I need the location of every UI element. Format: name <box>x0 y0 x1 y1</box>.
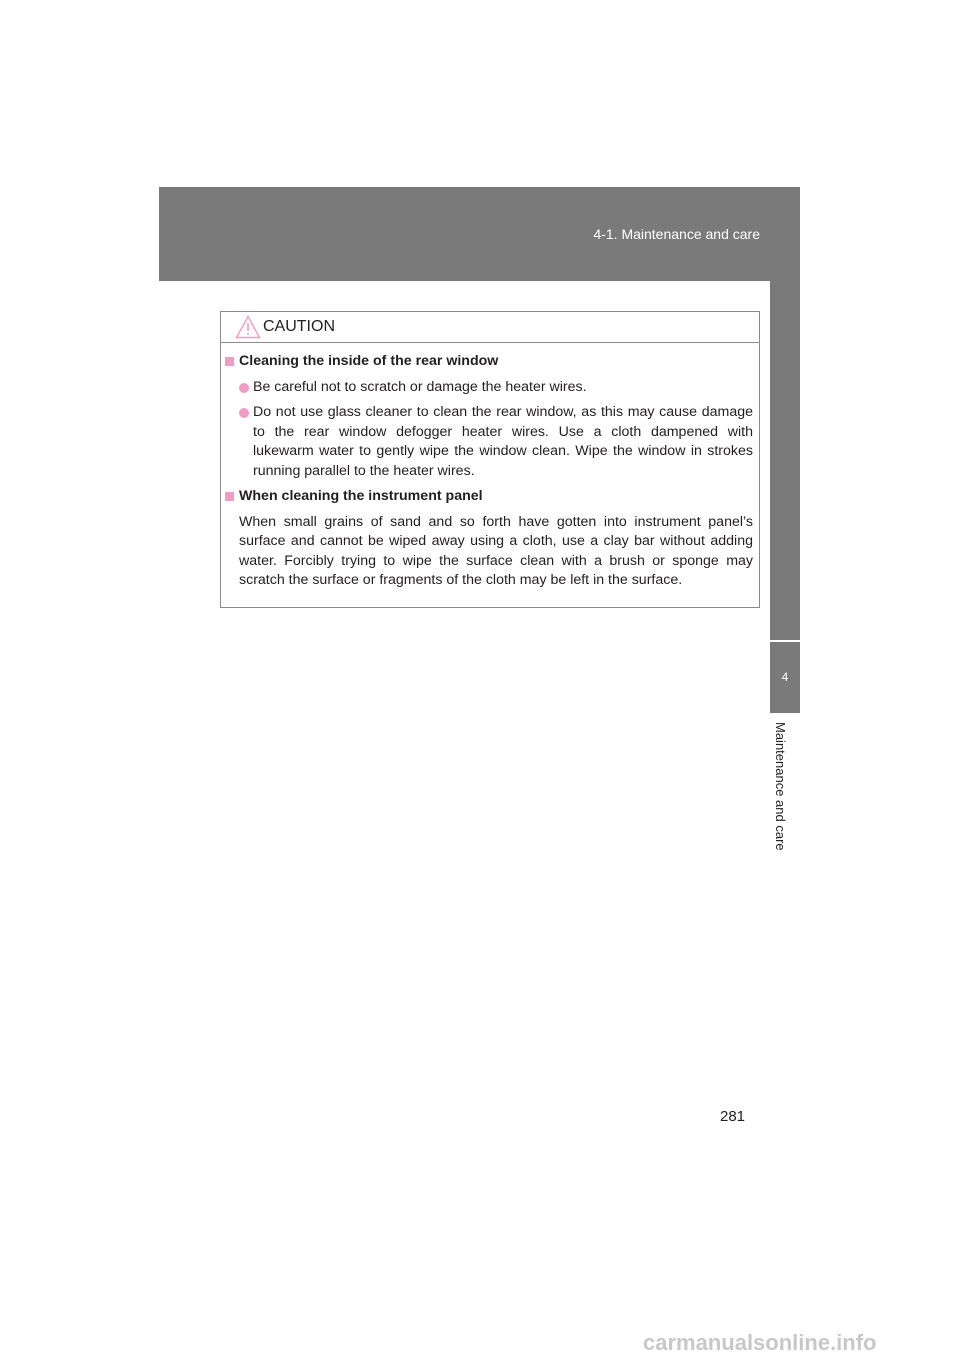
list-item-text: Be careful not to scratch or damage the heater wires. <box>253 378 587 395</box>
caution-title: CAUTION <box>263 318 335 335</box>
page-number: 281 <box>720 1108 746 1125</box>
caution-box <box>220 311 760 608</box>
circle-bullet-icon <box>239 408 249 418</box>
square-bullet-icon <box>225 492 234 501</box>
section-heading <box>225 487 753 507</box>
side-tab-top <box>770 281 800 640</box>
chapter-tab[interactable] <box>770 642 800 713</box>
list-item <box>225 378 753 398</box>
watermark-text: carmanualsonline.info <box>643 1330 877 1355</box>
section-heading-text: Cleaning the inside of the rear window <box>239 353 499 369</box>
warning-triangle-icon <box>235 315 261 339</box>
caution-body <box>221 343 759 591</box>
chapter-number: 4 <box>781 670 789 684</box>
circle-bullet-icon <box>239 383 249 393</box>
square-bullet-icon <box>225 357 234 366</box>
section-title: 4-1. Maintenance and care <box>593 226 760 242</box>
list-item <box>225 403 753 481</box>
caution-header <box>221 312 759 343</box>
list-item-text: Do not use glass cleaner to clean the rear window, as this may cause damage to the rear window defogger heater wires. Use a cloth dampened with lukewarm water to gently wipe the window clean. Wipe the window in strokes running parallel to the heater wires. <box>253 404 753 479</box>
section-paragraph: When small grains of sand and so forth have gotten into instrument panel’s surface and cannot be wiped away using a cloth, use a clay bar without adding water. Forcibly trying to wipe the surface clean with a brush or sponge may scratch the surface or fragments of the cloth may be left in the surface. <box>239 513 753 588</box>
section-heading <box>225 352 753 372</box>
section-heading-text: When cleaning the instrument panel <box>239 488 483 504</box>
chapter-label: Maintenance and care <box>773 722 788 851</box>
page-header-bar <box>159 187 800 281</box>
